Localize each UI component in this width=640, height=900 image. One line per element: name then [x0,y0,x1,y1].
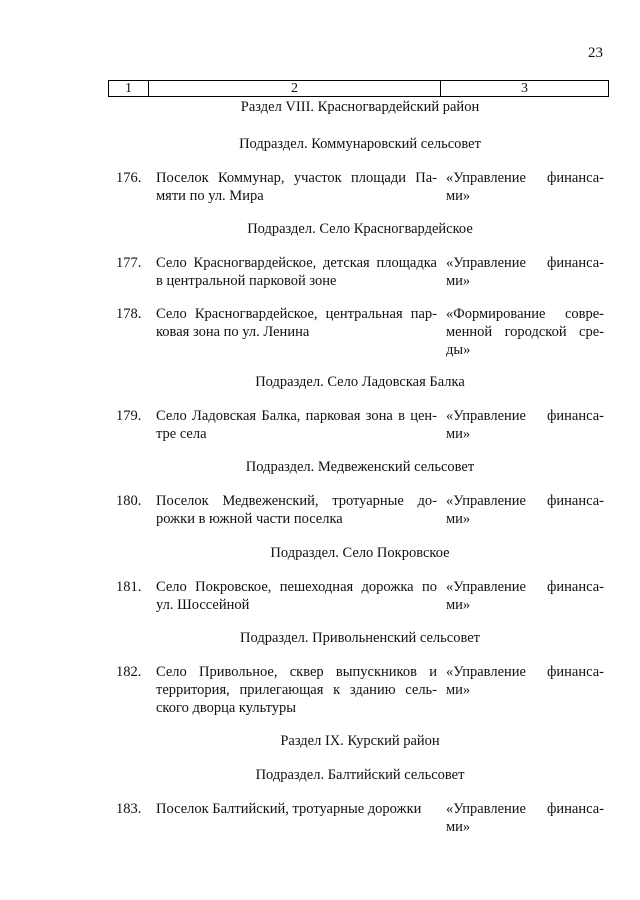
subsection-heading: Подраздел. Село Ладовская Балка [255,374,465,390]
column-header-table [108,80,609,97]
object-description [156,492,437,528]
program-line: «Формирование совре- [446,306,604,322]
description-line: территория, прилегающая к зданию сель- [156,682,437,698]
object-description [156,407,437,443]
program-name [446,254,604,290]
row-number: 176. [116,170,142,186]
subsection-heading: Подраздел. Привольненский сельсовет [240,630,480,646]
object-description [156,254,437,290]
subsection-heading: Подраздел. Село Покровское [270,545,450,561]
subsection-heading: Подраздел. Медвеженский сельсовет [245,459,475,475]
program-name [446,578,604,614]
program-line: «Управление финанса- [446,801,604,817]
program-line: ми» [446,597,471,613]
program-line: ми» [446,188,471,204]
program-line: ми» [446,426,471,442]
program-line: менной городской сре- [446,324,604,340]
program-name [446,407,604,443]
row-number: 180. [116,493,142,509]
subsection-heading: Подраздел. Коммунаровский сельсовет [239,136,481,152]
row-number: 177. [116,255,142,271]
object-description [156,800,437,818]
description-line: Село Ладовская Балка, парковая зона в цен- [156,408,437,424]
object-description [156,169,437,205]
description-line: ковая зона по ул. Ленина [156,324,310,340]
description-line: Село Покровское, пешеходная дорожка по [156,579,437,595]
program-line: ми» [446,273,471,289]
description-line: ского дворца культуры [156,700,297,716]
program-line: «Управление финанса- [446,170,604,186]
section-heading: Раздел VIII. Красногвардейский район [240,99,480,115]
object-description [156,305,437,341]
subsection-heading: Подраздел. Село Красногвардейское [247,221,473,237]
program-line: «Управление финанса- [446,664,604,680]
program-line: «Управление финанса- [446,579,604,595]
program-line: «Управление финанса- [446,255,604,271]
column-header-1: 1 [109,81,149,97]
row-number: 182. [116,664,142,680]
program-name [446,800,604,836]
program-name [446,305,604,359]
row-number: 181. [116,579,142,595]
description-line: Поселок Балтийский, тротуарные дорожки [156,801,422,817]
section-heading: Раздел IX. Курский район [280,733,440,749]
row-number: 179. [116,408,142,424]
description-line: Поселок Коммунар, участок площади Па- [156,170,437,186]
column-header-2: 2 [149,81,441,97]
program-name [446,492,604,528]
description-line: тре села [156,426,207,442]
program-name [446,663,604,699]
object-description [156,578,437,614]
description-line: мяти по ул. Мира [156,188,264,204]
program-line: «Управление финанса- [446,408,604,424]
program-line: ми» [446,511,471,527]
description-line: рожки в южной части поселка [156,511,343,527]
program-name [446,169,604,205]
row-number: 183. [116,801,142,817]
program-line: «Управление финанса- [446,493,604,509]
description-line: Село Красногвардейское, центральная пар- [156,306,437,322]
column-header-3: 3 [441,81,609,97]
subsection-heading: Подраздел. Балтийский сельсовет [255,767,465,783]
program-line: ми» [446,819,471,835]
object-description [156,663,437,717]
description-line: Поселок Медвеженский, тротуарные до- [156,493,437,509]
row-number: 178. [116,306,142,322]
column-header-row [109,81,609,97]
page-number: 23 [588,45,603,61]
description-line: Село Привольное, сквер выпускников и [156,664,437,680]
description-line: ул. Шоссейной [156,597,250,613]
description-line: Село Красногвардейское, детская площадка [156,255,437,271]
description-line: в центральной парковой зоне [156,273,337,289]
program-line: ды» [446,342,471,358]
program-line: ми» [446,682,471,698]
